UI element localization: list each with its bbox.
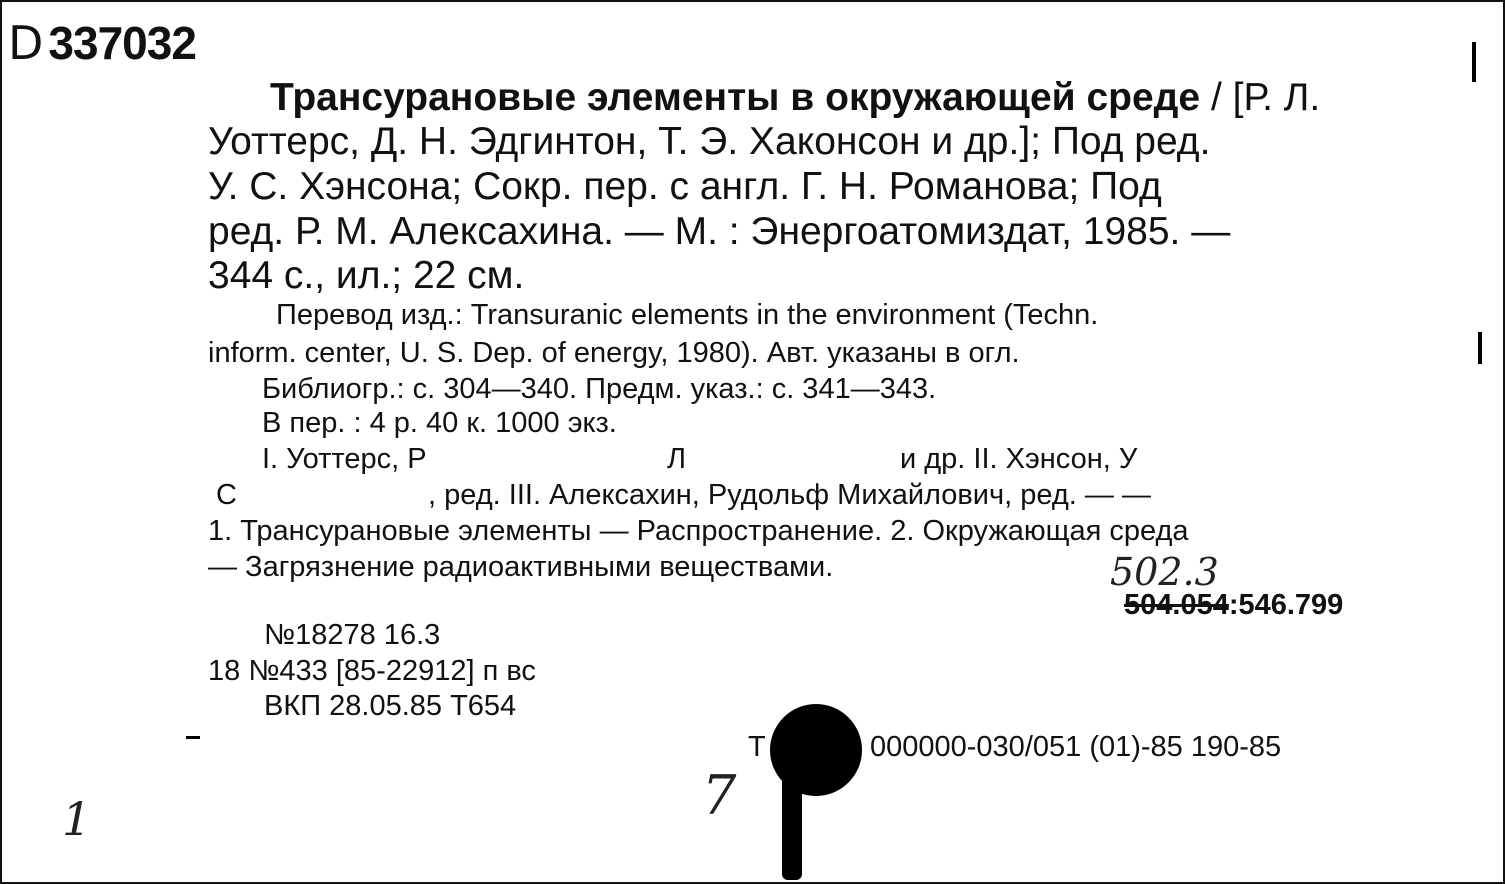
title-line xyxy=(270,76,1320,120)
card-id-mark: D xyxy=(8,16,43,70)
title-rest: / [Р. Л. xyxy=(1200,76,1321,119)
entry-author: I. Уоттерс, Р xyxy=(262,443,427,475)
code-right: 000000-030/051 (01)-85 190-85 xyxy=(870,731,1282,763)
code-left: Т xyxy=(748,731,766,763)
card-id-number: 337032 xyxy=(48,17,196,69)
entry-editor-2: , ред. III. Алексахин, Рудольф Михайлович, ред. — — xyxy=(428,479,1151,511)
scan-speck-2 xyxy=(1478,332,1482,364)
card-number xyxy=(8,16,196,70)
entry-initial-2: С xyxy=(216,479,237,511)
footer-line-3: ВКП 28.05.85 Т654 xyxy=(264,690,517,722)
footer-line-2: 18 №433 [85-22912] п вс xyxy=(208,655,536,687)
bib-line-1: Уоттерс, Д. Н. Эдгинтон, Т. Э. Хаконсон и др.]; Под ред. xyxy=(208,120,1211,163)
udc-struck: 504.054 xyxy=(1124,589,1229,621)
book-title: Трансурановые элементы в окружающей среде xyxy=(270,76,1201,119)
udc-number xyxy=(1124,588,1343,623)
entry-editor: и др. II. Хэнсон, У xyxy=(900,443,1138,475)
subject-line-2: — Загрязнение радиоактивными веществами. xyxy=(208,551,834,583)
hand-mark-seven: 7 xyxy=(702,764,737,827)
bib-line-3: ред. Р. М. Алексахина. — М. : Энергоатомиздат, 1985. — xyxy=(208,210,1231,253)
hand-mark-one: 1 xyxy=(62,792,92,846)
ink-blot-drip xyxy=(782,762,802,880)
note-line-3: Библиогр.: с. 304—340. Предм. указ.: с. 341—343. xyxy=(262,373,937,405)
entry-initial: Л xyxy=(667,443,687,475)
handwritten-class-number: 502.3 xyxy=(1110,550,1219,594)
footer-line-1: №18278 16.3 xyxy=(264,619,441,651)
bib-line-2: У. С. Хэнсона; Сокр. пер. с англ. Г. Н. Романова; Под xyxy=(208,165,1162,208)
bib-line-4: 344 с., ил.; 22 см. xyxy=(208,254,525,297)
subject-line-1: 1. Трансурановые элементы — Распространение. 2. Окружающая среда xyxy=(208,515,1189,547)
scan-dash xyxy=(186,736,200,739)
note-line-2: inform. center, U. S. Dep. of energy, 1980). Авт. указаны в огл. xyxy=(208,337,1020,369)
scan-speck xyxy=(1472,42,1476,82)
note-line-1: Перевод изд.: Transuranic elements in the environment (Techn. xyxy=(276,299,1099,331)
udc-rest: :546.799 xyxy=(1228,589,1344,621)
note-line-4: В пер. : 4 р. 40 к. 1000 экз. xyxy=(262,407,617,439)
